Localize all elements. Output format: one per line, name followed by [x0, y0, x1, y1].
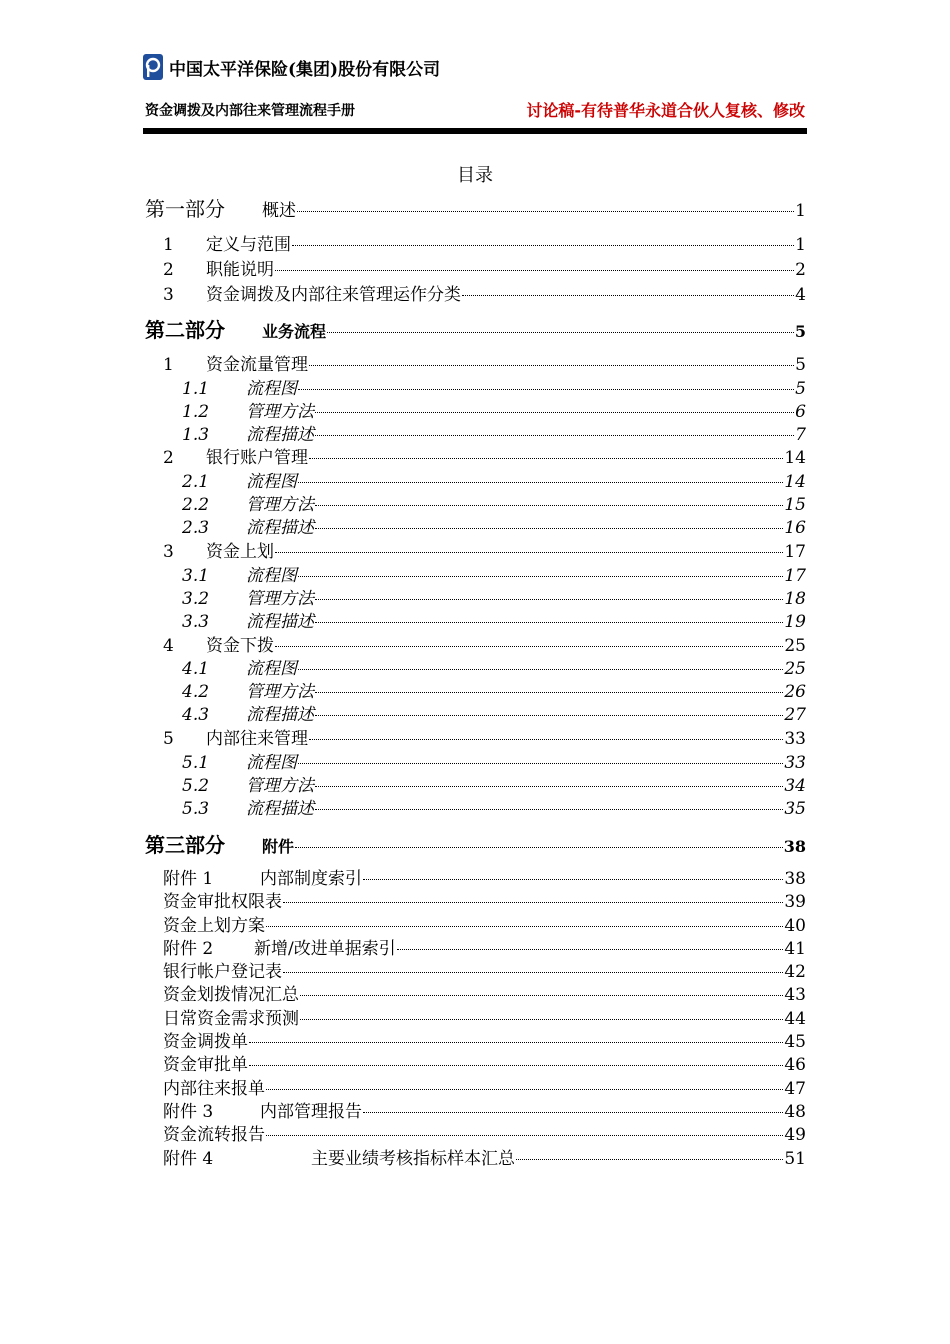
toc-entry-page: 14: [784, 472, 806, 492]
dot-leader: [249, 1065, 783, 1066]
toc-entry-label: 流程描述: [246, 425, 314, 445]
toc-entry-number: 2: [163, 260, 174, 280]
toc-entry-label: 资金上划方案: [163, 916, 265, 936]
toc-entry-number: 2.1: [182, 472, 210, 492]
toc-entry-label: 资金调拨单: [163, 1032, 248, 1052]
toc-entry-label: 内部制度索引: [260, 869, 362, 889]
toc-entry-page: 15: [784, 495, 806, 515]
toc-entry-label: 内部管理报告: [260, 1102, 362, 1122]
toc-entry-label: 流程图: [246, 753, 297, 773]
toc-entry-label: 流程图: [246, 379, 297, 399]
toc-entry-part1[interactable]: [145, 193, 806, 222]
toc-entry-s5-2[interactable]: [145, 771, 806, 796]
toc-entry-page: 5: [795, 355, 806, 375]
toc-entry-page: 17: [784, 566, 806, 586]
toc-entry-s2-3[interactable]: [145, 513, 806, 538]
toc-entry-label: 资金流转报告: [163, 1125, 265, 1145]
toc-entry-page: 4: [795, 285, 806, 305]
toc-entry-page: 1: [795, 235, 806, 255]
toc-entry-label: 流程描述: [246, 799, 314, 819]
toc-entry-s5[interactable]: [145, 724, 806, 749]
toc-entry-s2-2[interactable]: [145, 490, 806, 515]
toc-entry-label: 资金调拨及内部往来管理运作分类: [206, 285, 461, 305]
header-rule: [143, 128, 807, 134]
toc-entry-s5-3[interactable]: [145, 794, 806, 819]
dot-leader: [300, 995, 783, 996]
toc-entry-s2-1[interactable]: [145, 467, 806, 492]
toc-entry-label: 主要业绩考核指标样本汇总: [311, 1149, 515, 1169]
toc-entry-label: 管理方法: [246, 402, 314, 422]
dot-leader: [298, 763, 783, 764]
toc-entry-a1-2[interactable]: [145, 911, 806, 936]
toc-entry-s1[interactable]: [145, 350, 806, 375]
toc-entry-number: 2: [163, 448, 174, 468]
toc-entry-page: 27: [784, 705, 806, 725]
dot-leader: [297, 211, 794, 212]
toc-entry-a2-2[interactable]: [145, 980, 806, 1005]
dot-leader: [298, 482, 783, 483]
toc-entry-label: 资金划拨情况汇总: [163, 985, 299, 1005]
toc-entry-number: 附件 1: [163, 869, 214, 889]
toc-entry-page: 34: [784, 776, 806, 796]
dot-leader: [309, 365, 794, 366]
toc-entry-number: 附件 2: [163, 939, 214, 959]
toc-entry-p1s1[interactable]: [145, 230, 806, 255]
dot-leader: [516, 1159, 783, 1160]
toc-entry-label: 内部往来报单: [163, 1079, 265, 1099]
toc-entry-label: 附件: [262, 837, 295, 856]
toc-entry-page: 38: [784, 869, 806, 889]
toc-entry-label: 日常资金需求预测: [163, 1009, 299, 1029]
toc-entry-s4-3[interactable]: [145, 700, 806, 725]
toc-entry-label: 管理方法: [246, 589, 314, 609]
toc-title: 目录: [457, 165, 493, 186]
toc-entry-page: 25: [784, 659, 806, 679]
toc-entry-number: 4.1: [182, 659, 210, 679]
toc-entry-number: 2.2: [182, 495, 210, 515]
toc-entry-page: 42: [784, 962, 806, 982]
toc-entry-number: 1: [163, 355, 174, 375]
toc-entry-s3-2[interactable]: [145, 584, 806, 609]
toc-entry-page: 14: [784, 448, 806, 468]
toc-entry-a4[interactable]: [145, 1144, 806, 1169]
toc-entry-page: 45: [784, 1032, 806, 1052]
toc-entry-part3[interactable]: [145, 829, 806, 858]
toc-entry-page: 35: [784, 799, 806, 819]
toc-entry-page: 16: [784, 518, 806, 538]
toc-entry-number: 3: [163, 285, 174, 305]
toc-entry-page: 26: [784, 682, 806, 702]
dot-leader: [300, 1019, 783, 1020]
toc-entry-number: 1.3: [182, 425, 210, 445]
dot-leader: [249, 1042, 783, 1043]
toc-entry-label: 资金流量管理: [206, 355, 308, 375]
toc-entry-number: 5.3: [182, 799, 210, 819]
toc-entry-label: 流程描述: [246, 612, 314, 632]
toc-entry-label: 新增/改进单据索引: [254, 939, 396, 959]
toc-entry-page: 18: [784, 589, 806, 609]
toc-entry-number: 附件 3: [163, 1102, 214, 1122]
dot-leader: [315, 692, 783, 693]
toc-entry-page: 6: [795, 402, 806, 422]
toc-entry-label: 职能说明: [206, 260, 274, 280]
toc-entry-page: 44: [784, 1009, 806, 1029]
toc-entry-a3[interactable]: [145, 1097, 806, 1122]
dot-leader: [363, 1112, 783, 1113]
toc-entry-label: 管理方法: [246, 682, 314, 702]
toc-entry-page: 5: [795, 379, 806, 399]
toc-entry-s4-1[interactable]: [145, 654, 806, 679]
dot-leader: [283, 972, 783, 973]
toc-entry-page: 25: [784, 636, 806, 656]
toc-entry-page: 19: [784, 612, 806, 632]
toc-entry-page: 43: [784, 985, 806, 1005]
toc-entry-s3[interactable]: [145, 537, 806, 562]
toc-entry-page: 17: [784, 542, 806, 562]
dot-leader: [283, 902, 783, 903]
dot-leader: [315, 505, 783, 506]
toc-entry-label: 管理方法: [246, 495, 314, 515]
toc-entry-label: 资金下拨: [206, 636, 274, 656]
company-name: 中国太平洋保险(集团)股份有限公司: [169, 59, 441, 80]
toc-entry-page: 38: [783, 837, 806, 856]
toc-entry-label: 银行账户管理: [206, 448, 308, 468]
toc-entry-label: 定义与范围: [206, 235, 291, 255]
toc-entry-a2-5[interactable]: [145, 1050, 806, 1075]
toc-entry-page: 41: [784, 939, 806, 959]
toc-entry-s1-2[interactable]: [145, 397, 806, 422]
toc-entry-label: 流程图: [246, 659, 297, 679]
toc-entry-label: 流程图: [246, 472, 297, 492]
dot-leader: [315, 715, 783, 716]
toc-entry-page: 48: [784, 1102, 806, 1122]
toc-entry-number: 3.3: [182, 612, 210, 632]
toc-entry-label: 概述: [262, 201, 296, 221]
toc-entry-number: 4: [163, 636, 174, 656]
toc-entry-label: 流程描述: [246, 705, 314, 725]
dot-leader: [295, 847, 783, 848]
dot-leader: [327, 332, 794, 333]
toc-entry-number: 2.3: [182, 518, 210, 538]
toc-entry-number: 第三部分: [145, 833, 225, 857]
toc-entry-s3-3[interactable]: [145, 607, 806, 632]
toc-entry-number: 3.1: [182, 566, 210, 586]
toc-entry-number: 5: [163, 729, 174, 749]
dot-leader: [315, 412, 794, 413]
toc-entry-a2-6[interactable]: [145, 1074, 806, 1099]
dot-leader: [315, 786, 783, 787]
dot-leader: [315, 528, 783, 529]
dot-leader: [309, 458, 783, 459]
document-title: 资金调拨及内部往来管理流程手册: [145, 103, 355, 119]
company-logo: [143, 50, 440, 84]
toc-entry-page: 47: [784, 1079, 806, 1099]
toc-entry-label: 流程描述: [246, 518, 314, 538]
toc-entry-page: 40: [784, 916, 806, 936]
toc-entry-number: 1: [163, 235, 174, 255]
toc-entry-a1-1[interactable]: [145, 887, 806, 912]
dot-leader: [292, 245, 794, 246]
dot-leader: [315, 809, 783, 810]
toc-entry-page: 7: [795, 425, 806, 445]
toc-entry-a3-1[interactable]: [145, 1120, 806, 1145]
toc-entry-number: 5.2: [182, 776, 210, 796]
toc-entry-s1-1[interactable]: [145, 374, 806, 399]
toc-entry-s4-2[interactable]: [145, 677, 806, 702]
dot-leader: [275, 552, 783, 553]
toc-entry-number: 3.2: [182, 589, 210, 609]
toc-entry-a2-4[interactable]: [145, 1027, 806, 1052]
toc-entry-page: 33: [784, 729, 806, 749]
dot-leader: [266, 1089, 783, 1090]
toc-entry-number: 4.3: [182, 705, 210, 725]
toc-entry-page: 51: [784, 1149, 806, 1169]
toc-entry-label: 管理方法: [246, 776, 314, 796]
toc-entry-a1[interactable]: [145, 864, 806, 889]
toc-entry-label: 银行帐户登记表: [163, 962, 282, 982]
toc-entry-part2[interactable]: [145, 314, 806, 343]
toc-entry-page: 2: [795, 260, 806, 280]
dot-leader: [309, 739, 783, 740]
dot-leader: [315, 622, 783, 623]
dot-leader: [275, 270, 794, 271]
toc-entry-s4[interactable]: [145, 631, 806, 656]
toc-entry-page: 49: [784, 1125, 806, 1145]
toc-entry-s3-1[interactable]: [145, 561, 806, 586]
toc-entry-number: 第二部分: [145, 318, 225, 342]
cpic-logo-icon: [143, 54, 163, 80]
toc-entry-page: 39: [784, 892, 806, 912]
draft-status-note: 讨论稿-有待普华永道合伙人复核、修改: [526, 101, 805, 120]
toc-entry-label: 资金审批单: [163, 1055, 248, 1075]
toc-entry-label: 资金审批权限表: [163, 892, 282, 912]
dot-leader: [397, 949, 784, 950]
toc-entry-number: 1.2: [182, 402, 210, 422]
toc-entry-number: 第一部分: [145, 197, 225, 221]
toc-entry-number: 3: [163, 542, 174, 562]
toc-entry-a2-3[interactable]: [145, 1004, 806, 1029]
dot-leader: [266, 926, 783, 927]
toc-entry-number: 附件 4: [163, 1149, 214, 1169]
dot-leader: [275, 646, 783, 647]
dot-leader: [298, 576, 783, 577]
dot-leader: [315, 435, 794, 436]
dot-leader: [298, 669, 783, 670]
dot-leader: [462, 295, 794, 296]
toc-entry-label: 内部往来管理: [206, 729, 308, 749]
toc-entry-label: 流程图: [246, 566, 297, 586]
dot-leader: [315, 599, 783, 600]
toc-entry-number: 1.1: [182, 379, 210, 399]
toc-entry-page: 5: [794, 322, 806, 341]
toc-entry-number: 5.1: [182, 753, 210, 773]
toc-entry-a2-1[interactable]: [145, 957, 806, 982]
toc-entry-s5-1[interactable]: [145, 748, 806, 773]
toc-entry-p1s2[interactable]: [145, 255, 806, 280]
toc-entry-p1s3[interactable]: [145, 280, 806, 305]
toc-entry-s1-3[interactable]: [145, 420, 806, 445]
dot-leader: [266, 1135, 783, 1136]
toc-entry-a2[interactable]: [145, 934, 806, 959]
dot-leader: [298, 389, 794, 390]
toc-entry-label: 业务流程: [262, 322, 327, 341]
toc-entry-page: 46: [784, 1055, 806, 1075]
toc-entry-s2[interactable]: [145, 443, 806, 468]
toc-entry-label: 资金上划: [206, 542, 274, 562]
toc-entry-page: 1: [795, 201, 806, 221]
toc-entry-page: 33: [784, 753, 806, 773]
dot-leader: [363, 879, 783, 880]
toc-entry-number: 4.2: [182, 682, 210, 702]
